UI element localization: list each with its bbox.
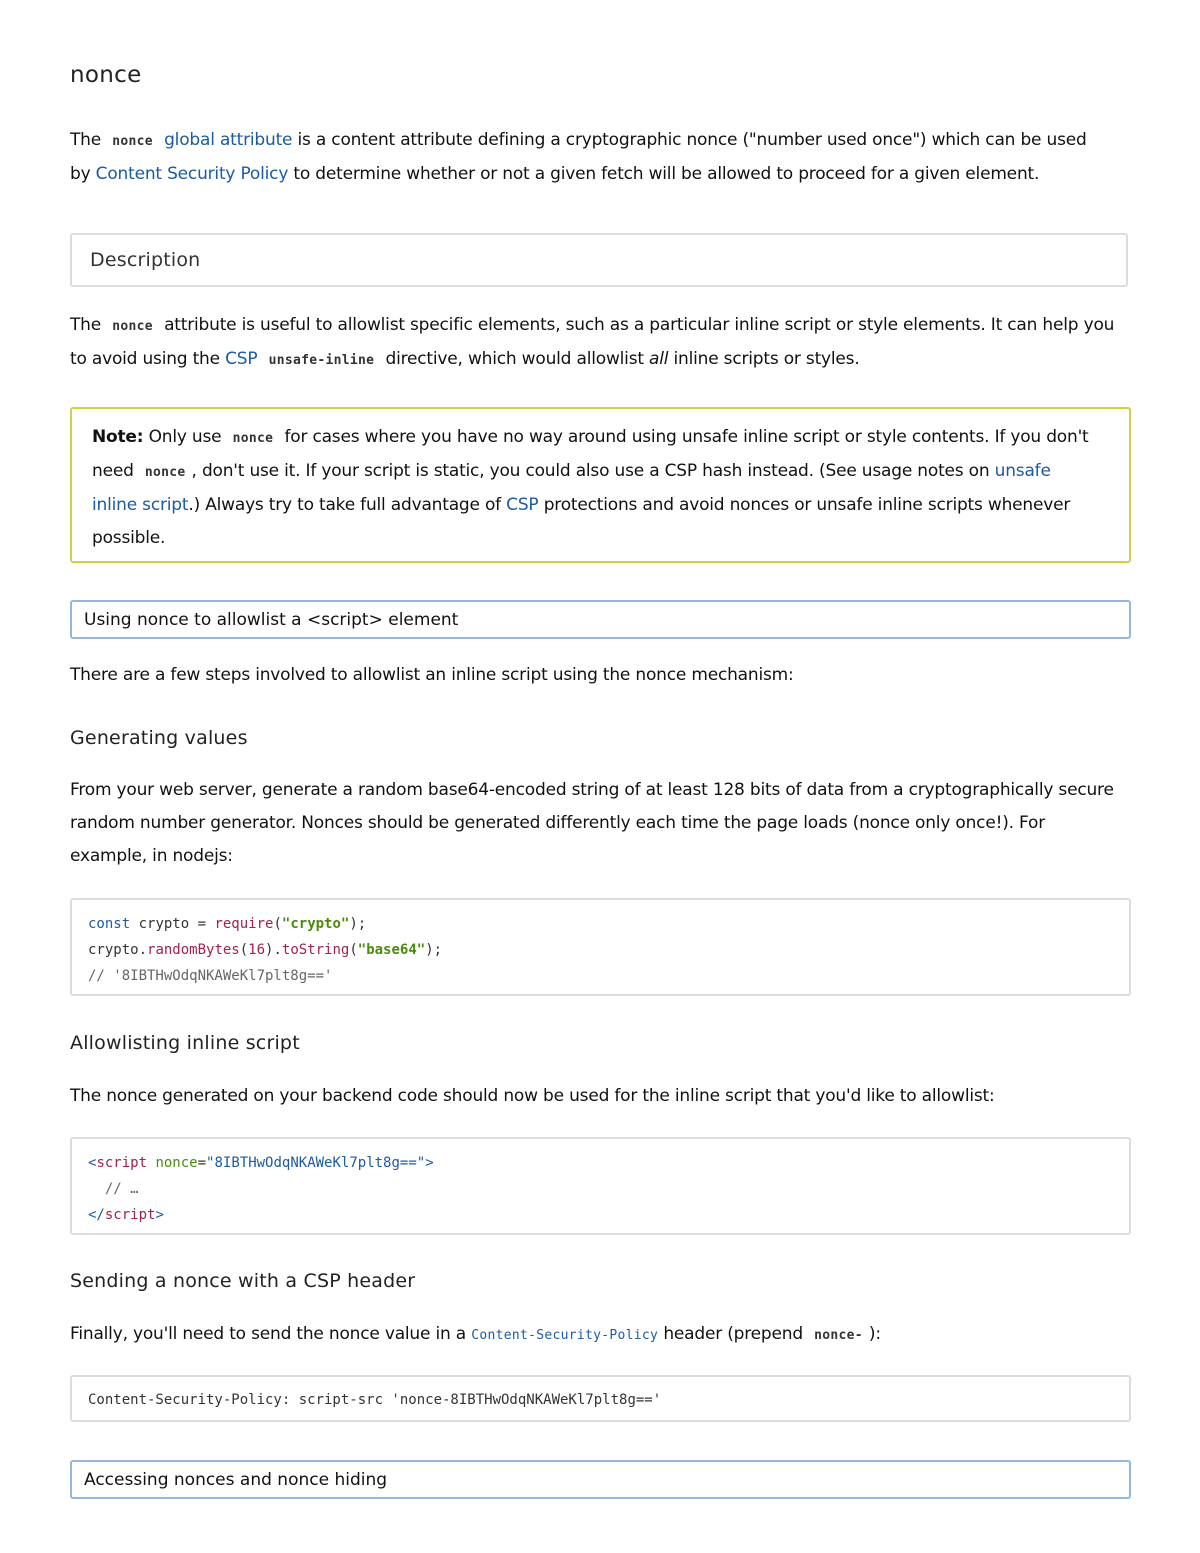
intro-text: by xyxy=(70,164,96,184)
intro-text: to determine whether or not a given fetch will be allowed to proceed for a given element. xyxy=(288,164,1040,184)
nonce-prefix-code: nonce- xyxy=(808,1326,869,1345)
code-token: ( xyxy=(273,916,282,932)
steps-paragraph: There are a few steps involved to allowlist an inline script using the nonce mechanism: xyxy=(70,665,794,685)
generating-values-heading: Generating values xyxy=(70,727,248,749)
desc-text: directive, which would allowlist xyxy=(380,349,650,369)
code-token: < xyxy=(88,1155,97,1171)
sending-text: Finally, you'll need to send the nonce value in a xyxy=(70,1324,472,1344)
intro-text: is a content attribute defining a cryptographic nonce ("number used once") which can be used xyxy=(292,130,1087,150)
sending-text: ): xyxy=(868,1324,881,1344)
description-section-header[interactable] xyxy=(70,233,1128,287)
code-token: > xyxy=(155,1207,164,1223)
code-nodejs xyxy=(88,911,442,989)
note-callout xyxy=(70,407,1131,563)
note-text-span: need xyxy=(92,461,139,481)
using-nonce-heading: Using nonce to allowlist a <script> element xyxy=(84,609,459,630)
nonce-code: nonce xyxy=(106,132,159,151)
allowlisting-heading: Allowlisting inline script xyxy=(70,1032,300,1054)
code-block-csp-header[interactable] xyxy=(70,1375,1131,1422)
nonce-code: nonce xyxy=(227,429,280,448)
code-line: Content-Security-Policy: script-src 'nonce-8IBTHwOdqNKAWeKl7plt8g==' xyxy=(88,1392,662,1408)
desc-text: inline scripts or styles. xyxy=(668,349,860,369)
description-paragraph xyxy=(70,309,1132,377)
sending-text: header (prepend xyxy=(658,1324,809,1344)
note-text xyxy=(92,421,1112,555)
code-token: </ xyxy=(88,1207,105,1223)
csp-link[interactable]: CSP xyxy=(506,495,539,515)
page-title: nonce xyxy=(70,62,142,88)
code-token: "crypto" xyxy=(281,916,350,932)
code-token: ( xyxy=(239,942,249,958)
note-text-span: for cases where you have no way around using unsafe inline script or style contents. If you don't xyxy=(279,427,1089,447)
code-token: 16 xyxy=(248,942,266,958)
note-text-span: protections and avoid nonces or unsafe inline scripts whenever xyxy=(538,495,1071,515)
note-text-span: possible. xyxy=(92,528,166,548)
code-token: require xyxy=(214,916,274,932)
global-attribute-link[interactable]: global attribute xyxy=(164,130,293,150)
allowlisting-paragraph: The nonce generated on your backend code should now be used for the inline script that you'd like to allowlist: xyxy=(70,1086,995,1106)
note-text-span: , don't use it. If your script is static, you could also use a CSP hash instead. (See usage notes on xyxy=(191,461,995,481)
gen-line: example, in nodejs: xyxy=(70,846,233,866)
code-token: crypto. xyxy=(88,942,148,958)
code-token: script xyxy=(96,1155,148,1171)
emphasis-all: all xyxy=(649,349,669,369)
nonce-code: nonce xyxy=(139,463,192,482)
code-token: > xyxy=(425,1155,434,1171)
code-block-script-tag[interactable] xyxy=(70,1137,1131,1235)
code-token: "base64" xyxy=(357,942,426,958)
code-token: ); xyxy=(349,916,367,932)
unsafe-inline-script-link[interactable]: unsafe xyxy=(994,461,1051,481)
code-token: randomBytes xyxy=(147,942,240,958)
desc-text: to avoid using the xyxy=(70,349,226,369)
content-security-policy-code-link[interactable]: Content-Security-Policy xyxy=(471,1328,659,1343)
accessing-nonces-section-header[interactable] xyxy=(70,1460,1131,1499)
note-text-span: .) Always try to take full advantage of xyxy=(188,495,507,515)
note-text-span: Only use xyxy=(143,427,227,447)
code-token: ); xyxy=(425,942,443,958)
accessing-nonces-heading: Accessing nonces and nonce hiding xyxy=(84,1469,388,1490)
code-token: ( xyxy=(349,942,358,958)
code-token: = xyxy=(197,1155,207,1171)
using-nonce-section-header[interactable] xyxy=(70,600,1131,639)
code-token: toString xyxy=(281,942,350,958)
content-security-policy-link[interactable]: Content Security Policy xyxy=(95,164,289,184)
code-token: script xyxy=(104,1207,156,1223)
gen-line: From your web server, generate a random base64-encoded string of at least 128 bits of data from a cryptographically secure xyxy=(70,780,1114,800)
intro-text: The xyxy=(70,130,107,150)
unsafe-inline-script-link[interactable]: inline script xyxy=(92,495,189,515)
code-token: const xyxy=(88,916,131,932)
description-heading: Description xyxy=(90,249,201,271)
note-label: Note: xyxy=(92,427,144,447)
generating-paragraph xyxy=(70,774,1132,873)
code-token: "8IBTHwOdqNKAWeKl7plt8g==" xyxy=(206,1155,426,1171)
code-comment: // '8IBTHwOdqNKAWeKl7plt8g==' xyxy=(88,968,333,984)
code-block-nodejs[interactable] xyxy=(70,898,1131,996)
desc-text: The xyxy=(70,315,107,335)
code-token: crypto = xyxy=(130,916,215,932)
desc-text: attribute is useful to allowlist specific elements, such as a particular inline script or style elements. It can help you xyxy=(164,315,1115,335)
nonce-code: nonce xyxy=(106,317,159,336)
code-token: nonce xyxy=(155,1155,198,1171)
sending-nonce-heading: Sending a nonce with a CSP header xyxy=(70,1270,416,1292)
gen-line: random number generator. Nonces should be generated differently each time the page loads (nonce only once!). For xyxy=(70,813,1045,833)
csp-link[interactable]: CSP xyxy=(225,349,258,369)
unsafe-inline-code: unsafe-inline xyxy=(263,351,381,370)
code-comment: // … xyxy=(88,1181,139,1197)
intro-paragraph xyxy=(70,124,1132,191)
sending-paragraph xyxy=(70,1318,1132,1352)
code-token: ). xyxy=(265,942,282,958)
code-script-tag xyxy=(88,1150,434,1228)
code-csp-header xyxy=(88,1387,661,1413)
